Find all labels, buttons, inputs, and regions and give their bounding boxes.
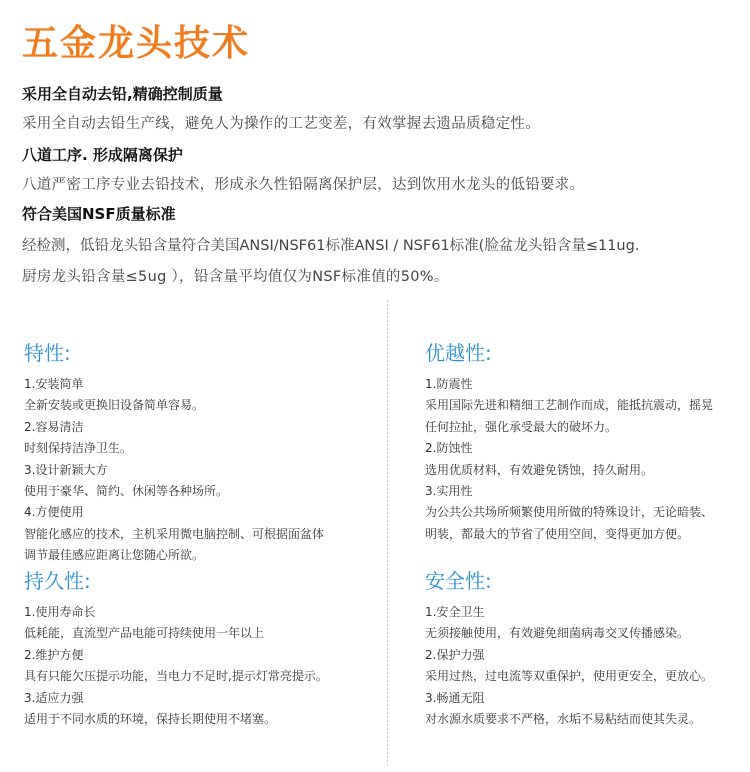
feature-line: 4.方便使用 bbox=[24, 505, 84, 520]
feature-line: 为公共公共场所频繁使用所做的特殊设计，无论暗装、 bbox=[425, 505, 714, 520]
feature-line: 采用过热，过电流等双重保护，使用更安全，更放心。 bbox=[425, 669, 714, 684]
feature-line: 2.维护方便 bbox=[24, 647, 84, 662]
feature-line: 任何拉扯，强化承受最大的破坏力。 bbox=[425, 419, 618, 434]
feature-title-durability: 持久性: bbox=[24, 569, 91, 593]
feature-line: 明装，都最大的节省了使用空间，变得更加方便。 bbox=[425, 526, 690, 541]
column-divider bbox=[387, 300, 388, 765]
section-text-eight-processes: 八道严密工序专业去铅技术，形成永久性铅隔离保护层，达到饮用水龙头的低铅要求。 bbox=[22, 177, 585, 193]
section-heading-eight-processes: 八道工序. 形成隔离保护 bbox=[22, 146, 183, 164]
feature-title-superiority: 优越性: bbox=[425, 341, 492, 365]
feature-line: 3.设计新颖大方 bbox=[24, 462, 108, 477]
page-title: 五金龙头技术 bbox=[22, 23, 251, 64]
feature-line: 智能化感应的技术，主机采用微电脑控制、可根据面盆体 bbox=[24, 526, 325, 541]
feature-line: 具有只能欠压提示功能，当电力不足时,提示灯常亮提示。 bbox=[24, 669, 328, 684]
feature-line: 低耗能，直流型产品电能可持续使用一年以上 bbox=[24, 626, 265, 641]
feature-line: 3.适应力强 bbox=[24, 690, 84, 705]
feature-block-characteristics bbox=[24, 340, 324, 567]
feature-block-superiority bbox=[425, 340, 713, 545]
feature-line: 采用国际先进和精细工艺制作而成，能抵抗震动，摇晃 bbox=[425, 398, 714, 413]
feature-line: 2.防蚀性 bbox=[425, 441, 473, 456]
feature-block-safety bbox=[425, 568, 713, 730]
section-heading-auto-lead-removal: 采用全自动去铅,精确控制质量 bbox=[22, 85, 223, 103]
feature-line: 适用于不同水质的环境，保持长期使用不堵塞。 bbox=[24, 712, 277, 727]
feature-line: 时刻保持洁净卫生。 bbox=[24, 441, 133, 456]
feature-line: 全新安装或更换旧设备简单容易。 bbox=[24, 398, 205, 413]
feature-line: 调节最佳感应距离让您随心所欲。 bbox=[24, 548, 205, 563]
feature-line: 对水源水质要求不严格，水垢不易粘结而使其失灵。 bbox=[425, 712, 702, 727]
feature-line: 选用优质材料，有效避免锈蚀，持久耐用。 bbox=[425, 462, 654, 477]
feature-block-durability bbox=[24, 568, 328, 730]
feature-line: 2.保护力强 bbox=[425, 647, 485, 662]
feature-line: 1.防震性 bbox=[425, 377, 473, 391]
feature-line: 3.畅通无阻 bbox=[425, 690, 485, 705]
section-text-auto-lead-removal: 采用全自动去铅生产线，避免人为操作的工艺变差，有效掌握去遗品质稳定性。 bbox=[22, 116, 540, 132]
section-heading-nsf-standard: 符合美国NSF质量标准 bbox=[22, 205, 176, 223]
feature-line: 1.安全卫生 bbox=[425, 605, 485, 619]
section-text-nsf-standard-line1: 经检测，低铅龙头铅含量符合美国ANSI/NSF61标准ANSI / NSF61标准(脸盆龙头铅含量≤11ug. bbox=[22, 238, 640, 254]
technology-section bbox=[0, 0, 750, 300]
feature-line: 使用于豪华、简约、休闲等各种场所。 bbox=[24, 484, 229, 499]
feature-line: 1.安装简单 bbox=[24, 377, 84, 391]
feature-line: 无须接触使用，有效避免细菌病毒交叉传播感染。 bbox=[425, 626, 690, 641]
feature-title-safety: 安全性: bbox=[425, 569, 492, 593]
section-text-nsf-standard-line2: 厨房龙头铅含量≤5ug ），铅含量平均值仅为NSF标准值的50%。 bbox=[22, 269, 449, 285]
feature-line: 2.容易清洁 bbox=[24, 419, 84, 434]
feature-title-characteristics: 特性: bbox=[24, 341, 71, 365]
feature-line: 1.使用寿命长 bbox=[24, 605, 96, 619]
feature-line: 3.实用性 bbox=[425, 484, 473, 499]
